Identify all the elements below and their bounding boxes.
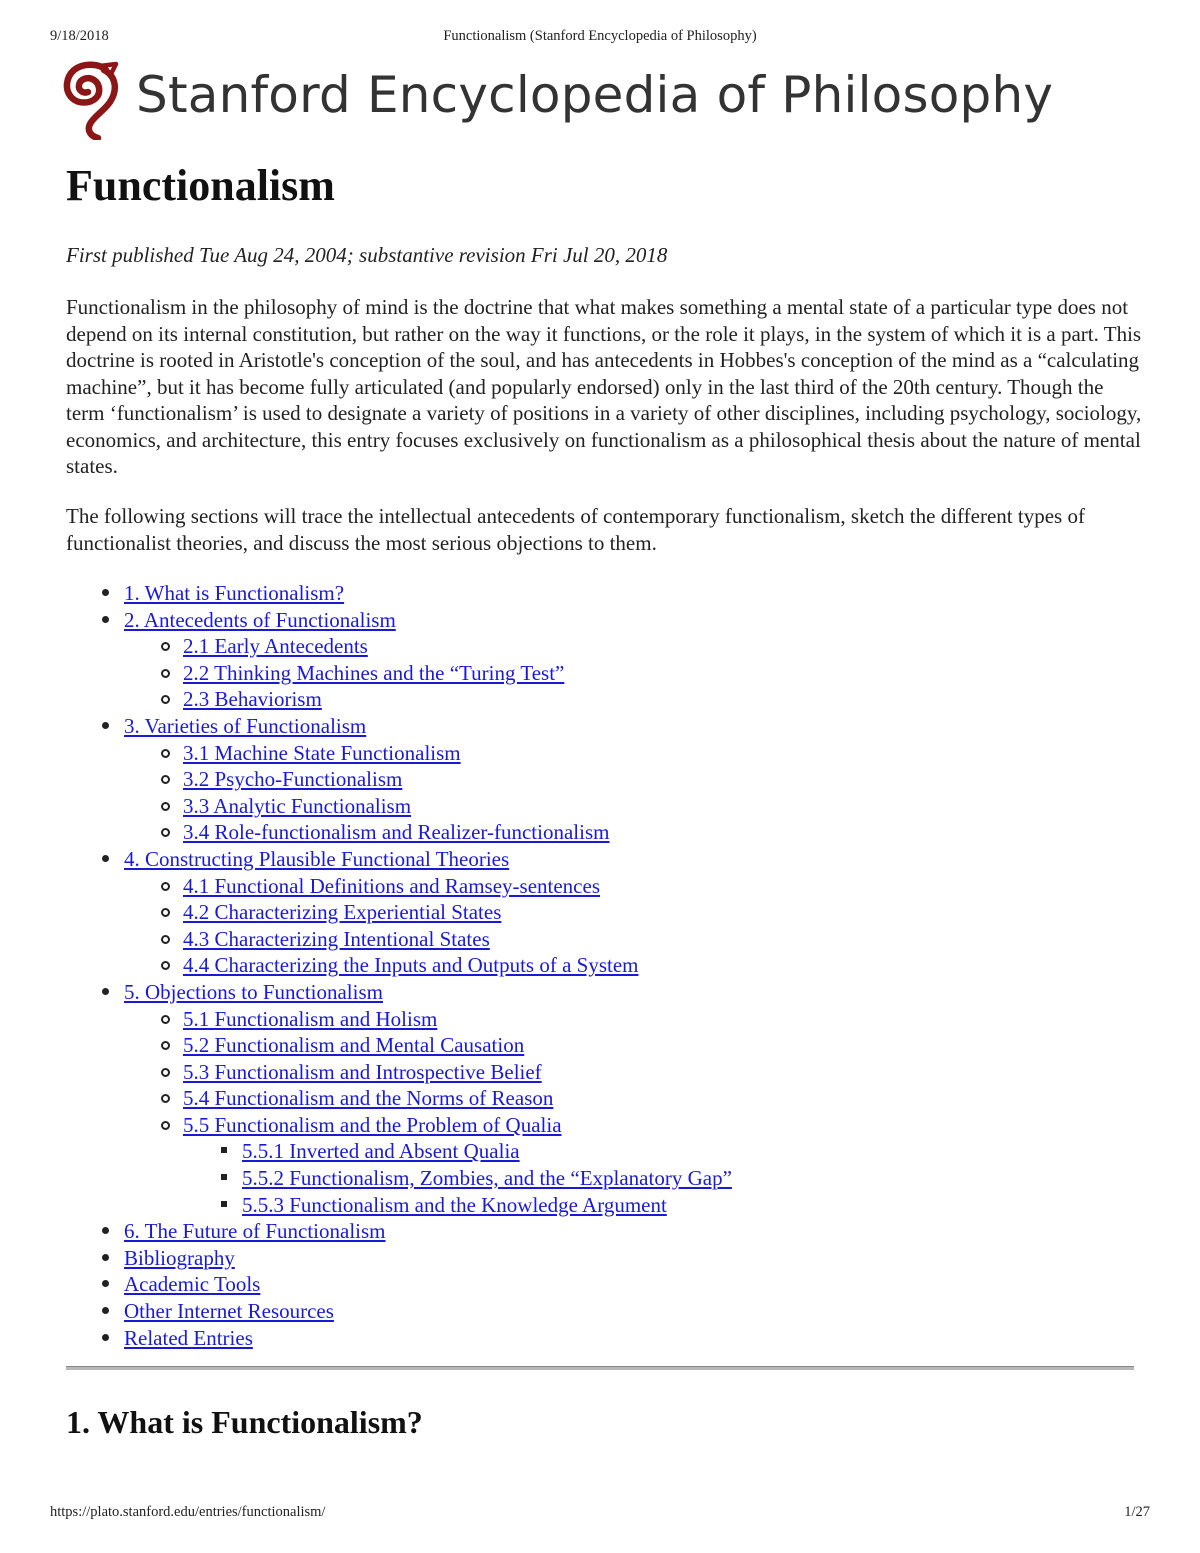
bullet-circle-icon — [161, 935, 170, 944]
toc-item — [66, 846, 1146, 979]
toc-item — [66, 580, 1146, 607]
bullet-disc-icon — [102, 855, 109, 862]
bullet-disc-icon — [102, 1307, 109, 1314]
section-divider — [66, 1366, 1134, 1370]
bullet-disc-icon — [102, 1334, 109, 1341]
toc-link[interactable]: Academic Tools — [124, 1272, 261, 1297]
toc-link[interactable]: 5.5 Functionalism and the Problem of Qualia — [183, 1112, 562, 1137]
bullet-circle-icon — [161, 882, 170, 891]
toc-subitem — [124, 766, 1146, 793]
toc-link[interactable]: 4.1 Functional Definitions and Ramsey-sentences — [183, 873, 600, 898]
toc-link[interactable]: 4.3 Characterizing Intentional States — [183, 926, 490, 951]
bullet-circle-icon — [161, 749, 170, 758]
toc-item — [66, 1218, 1146, 1245]
toc-subitem — [124, 1032, 1146, 1059]
sep-logo-icon[interactable] — [60, 60, 126, 140]
toc-link[interactable]: 2.2 Thinking Machines and the “Turing Test” — [183, 660, 565, 685]
toc-item — [66, 1298, 1146, 1325]
toc-item — [66, 713, 1146, 846]
bullet-disc-icon — [102, 988, 109, 995]
bullet-disc-icon — [102, 722, 109, 729]
toc-link[interactable]: 5.5.1 Inverted and Absent Qualia — [242, 1139, 520, 1164]
toc-link[interactable]: 5.5.2 Functionalism, Zombies, and the “Explanatory Gap” — [242, 1166, 732, 1191]
toc-link[interactable]: 5. Objections to Functionalism — [124, 979, 383, 1004]
toc-subitem — [124, 926, 1146, 953]
toc-subitem — [124, 899, 1146, 926]
toc-link[interactable]: 3.3 Analytic Functionalism — [183, 793, 412, 818]
bullet-disc-icon — [102, 1254, 109, 1261]
publication-info: First published Tue Aug 24, 2004; substantive revision Fri Jul 20, 2018 — [66, 243, 668, 267]
toc-subitem — [124, 1112, 1146, 1218]
toc-subitem — [124, 686, 1146, 713]
bullet-disc-icon — [102, 1280, 109, 1287]
bullet-disc-icon — [102, 589, 109, 596]
toc-subsubitem — [183, 1138, 1146, 1165]
toc-subsubitem — [183, 1192, 1146, 1219]
toc-subitem — [124, 873, 1146, 900]
toc-subitem — [124, 793, 1146, 820]
site-header[interactable] — [60, 58, 1060, 144]
toc-link[interactable]: 2.1 Early Antecedents — [183, 634, 368, 659]
toc-item — [66, 979, 1146, 1218]
table-of-contents — [66, 580, 1146, 1351]
print-url: https://plato.stanford.edu/entries/functionalism/ — [50, 1504, 326, 1520]
toc-subsubitem — [183, 1165, 1146, 1192]
toc-subitem — [124, 660, 1146, 687]
toc-item — [66, 607, 1146, 713]
toc-link[interactable]: 5.5.3 Functionalism and the Knowledge Argument — [242, 1192, 667, 1217]
bullet-circle-icon — [161, 961, 170, 970]
toc-link[interactable]: 4. Constructing Plausible Functional Theories — [124, 846, 510, 871]
page-title: Functionalism — [66, 161, 335, 210]
toc-link[interactable]: 5.2 Functionalism and Mental Causation — [183, 1033, 525, 1058]
toc-item — [66, 1271, 1146, 1298]
toc-link[interactable]: 2.3 Behaviorism — [183, 687, 322, 712]
bullet-disc-icon — [102, 616, 109, 623]
toc-link[interactable]: 3.1 Machine State Functionalism — [183, 740, 461, 765]
preamble-paragraph: Functionalism in the philosophy of mind is the doctrine that what makes something a mental state of a particular type does not depend on its internal constitution, but rather on the way it functions, or the role it plays, in the system of which it is a part. This doctrine is rooted in Aristotle's conception of the soul, and has antecedents in Hobbes's conception of the mind as a “calculating machine”, but it has become fully articulated (and popularly endorsed) only in the last third of the 20th century. Though the term ‘functionalism’ is used to designate a variety of positions in a variety of other disciplines, including psychology, sociology, economics, and architecture, this entry focuses exclusively on functionalism as a philosophical thesis about the nature of mental states. — [66, 295, 1142, 478]
bullet-circle-icon — [161, 1121, 170, 1130]
toc-link[interactable]: Other Internet Resources — [124, 1299, 334, 1324]
site-name[interactable]: Stanford Encyclopedia of Philosophy — [136, 66, 1054, 124]
print-date: 9/18/2018 — [50, 28, 109, 44]
bullet-square-icon — [221, 1201, 227, 1207]
toc-link[interactable]: 6. The Future of Functionalism — [124, 1219, 386, 1244]
toc-item — [66, 1325, 1146, 1352]
preamble-paragraph: The following sections will trace the intellectual antecedents of contemporary functionalism, sketch the different types of functionalist theories, and discuss the most serious objections to them. — [66, 504, 1085, 555]
bullet-circle-icon — [161, 828, 170, 837]
bullet-circle-icon — [161, 775, 170, 784]
toc-link[interactable]: 5.4 Functionalism and the Norms of Reason — [183, 1086, 554, 1111]
toc-item — [66, 1245, 1146, 1272]
bullet-circle-icon — [161, 1015, 170, 1024]
bullet-circle-icon — [161, 695, 170, 704]
bullet-circle-icon — [161, 1068, 170, 1077]
toc-link[interactable]: 1. What is Functionalism? — [124, 581, 345, 605]
toc-link[interactable]: 3. Varieties of Functionalism — [124, 713, 367, 738]
bullet-circle-icon — [161, 802, 170, 811]
toc-link[interactable]: Related Entries — [124, 1325, 253, 1350]
toc-link[interactable]: 2. Antecedents of Functionalism — [124, 607, 396, 632]
toc-link[interactable]: 4.4 Characterizing the Inputs and Outputs of a System — [183, 953, 639, 978]
bullet-circle-icon — [161, 642, 170, 651]
toc-subitem — [124, 740, 1146, 767]
toc-subitem — [124, 819, 1146, 846]
toc-link[interactable]: 3.4 Role-functionalism and Realizer-functionalism — [183, 820, 610, 845]
bullet-circle-icon — [161, 1041, 170, 1050]
bullet-square-icon — [221, 1174, 227, 1180]
section-heading: 1. What is Functionalism? — [66, 1404, 423, 1440]
page-number: 1/27 — [1124, 1504, 1150, 1520]
toc-subitem — [124, 633, 1146, 660]
bullet-circle-icon — [161, 1094, 170, 1103]
print-footer — [50, 1504, 1150, 1526]
toc-link[interactable]: 5.3 Functionalism and Introspective Belief — [183, 1059, 542, 1084]
toc-link[interactable]: 4.2 Characterizing Experiential States — [183, 900, 502, 925]
bullet-circle-icon — [161, 908, 170, 917]
toc-link[interactable]: 3.2 Psycho-Functionalism — [183, 767, 403, 792]
toc-subitem — [124, 1059, 1146, 1086]
toc-subitem — [124, 1085, 1146, 1112]
bullet-square-icon — [221, 1147, 227, 1153]
toc-link[interactable]: Bibliography — [124, 1245, 235, 1270]
bullet-disc-icon — [102, 1227, 109, 1234]
toc-link[interactable]: 5.1 Functionalism and Holism — [183, 1006, 438, 1031]
toc-subitem — [124, 952, 1146, 979]
bullet-circle-icon — [161, 669, 170, 678]
print-header — [50, 28, 1150, 50]
toc-subitem — [124, 1006, 1146, 1033]
print-doc-title: Functionalism (Stanford Encyclopedia of Philosophy) — [443, 28, 757, 44]
